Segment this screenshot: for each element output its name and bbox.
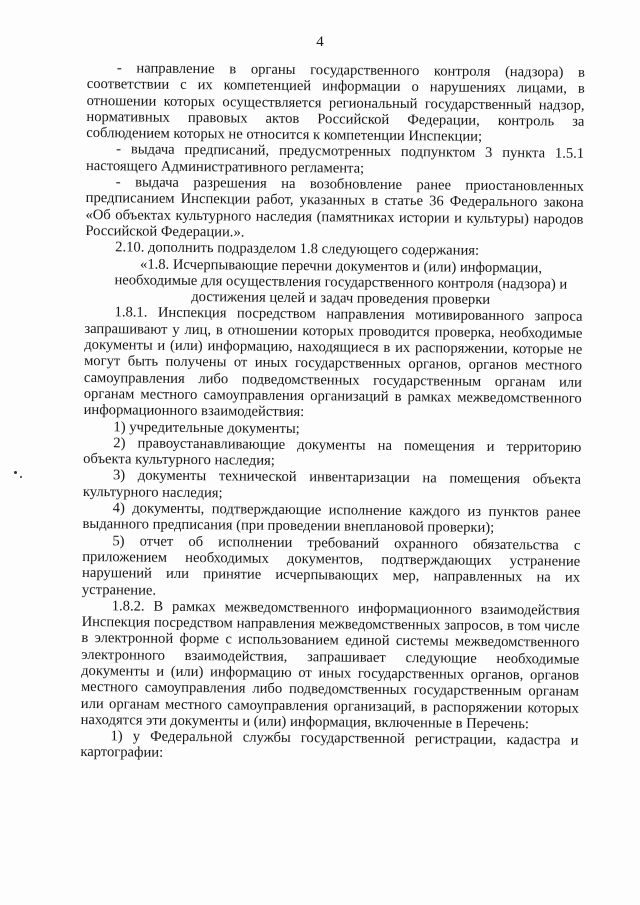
page-number: 4 xyxy=(316,34,324,50)
scan-speck xyxy=(20,476,22,478)
section-heading-1-8 xyxy=(85,256,583,310)
scan-speck xyxy=(14,471,17,474)
paragraph-resumption-permit: - выдача разрешения на возобновление ранее приостановленных предписанием Инспекции работ, указанных в статье 36 Федерального закона «Об объектах культурного наследия (памятниках истории и культуры) народов Российской Федерации.». xyxy=(85,174,584,241)
list-item-1-8-1: 4) документы, подтверждающие исполнение каждого из пунктов ранее выданного предписания (при проведении внеплановой проверки); xyxy=(82,500,581,537)
section-heading-line: «1.8. Исчерпывающие перечни документов и (или) информации, xyxy=(139,256,543,276)
list-item-1-8-1: 3) документы технической инвентаризации на помещения объекта культурного наследия; xyxy=(82,467,582,502)
paragraph-1-8-1: 1.8.1. Инспекция посредством направления мотивированного запроса запрашивают у лиц, в отношении которых проводится проверка, необходимые документы и (или) информацию, находящиеся в их распоряжении, которые не могут быть получены от иных государственных органов, органов местного самоуправления либо подведомственных государственным органам или органам местного самоуправления организаций в рамках межведомственного информационного взаимодействия: xyxy=(83,304,583,421)
list-item-1-8-1: 5) отчет об исполнении требований охранного обязательства с приложением необходимых документов, подтверждающих устранение нарушений или принятие исчерпывающих мер, направленных на их устранение. xyxy=(81,532,581,599)
document-body xyxy=(80,60,585,766)
paragraph-amendment-2-10: 2.10. дополнить подразделом 1.8 следующего содержания: xyxy=(115,239,480,260)
paragraph-1-8-2: 1.8.2. В рамках межведомственного информационного взаимодействия Инспекция посредством направления межведомственных запросов, в том числе в электронной форме с использованием единой системы межведомственного электронного взаимодействия, запрашивает следующие необходимые документы и (или) информацию от иных государственных органов, органов местного самоуправления либо подведомственных государственным органам или органам местного самоуправления организаций, в распоряжении которых находятся эти документы и (или) информация, включенные в Перечень: xyxy=(80,598,580,733)
paragraph-oversight-referral: - направление в органы государственного контроля (надзора) в соответствии с их компетенцией информации о нарушениях лицами, в отношении которых осуществляется региональный государственный надзор, нормативных правовых актов Российской Федерации, контроль за соблюдением которых не относится к компетенции Инспекции; xyxy=(86,60,585,145)
list-item-1-8-1: 2) правоустанавливающие документы на помещения и территорию объекта культурного наследия; xyxy=(83,435,582,469)
list-item-1-8-2: 1) у Федеральной службы государственной регистрации, кадастра и картографии: xyxy=(80,728,579,762)
paragraph-issuing-orders: - выдача предписаний, предусмотренных подпунктом 3 пункта 1.5.1 настоящего Административного регламента; xyxy=(85,141,585,177)
list-item-1-8-1: 1) учредительные документы; xyxy=(113,418,300,437)
section-heading-line: достижения целей и задач проведения проверки xyxy=(191,289,491,309)
section-heading-line: необходимые для осуществления государственного контроля (надзора) и xyxy=(114,272,568,293)
